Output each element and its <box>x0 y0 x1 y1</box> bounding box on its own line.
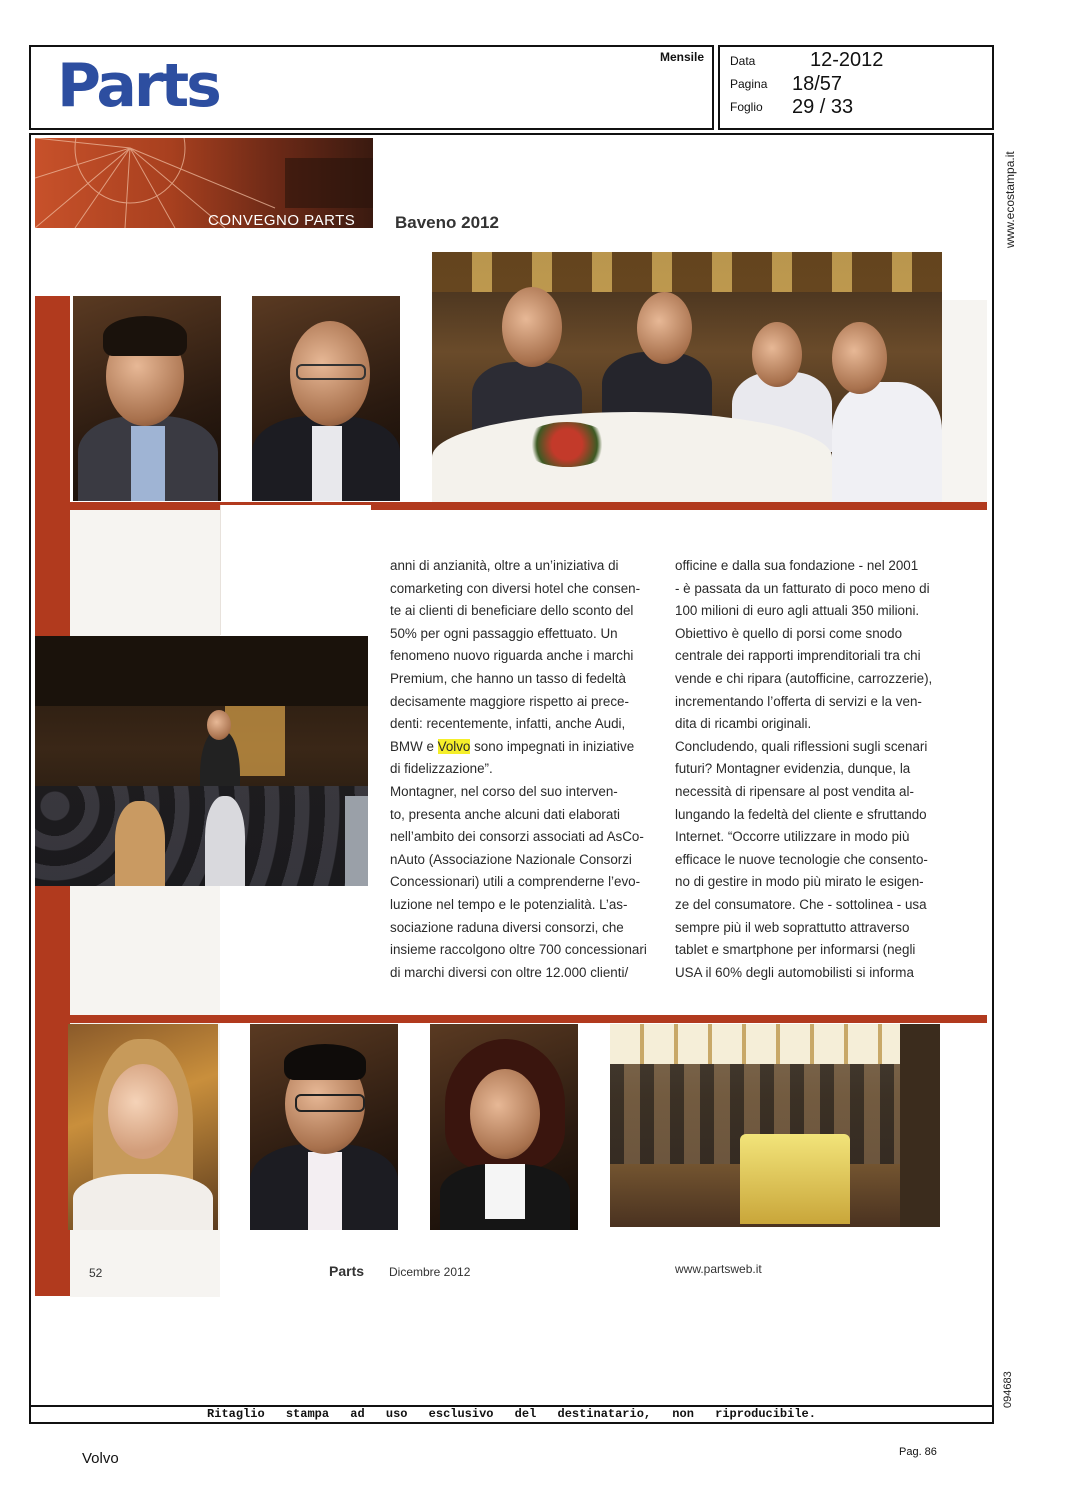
col1-line-18: insieme raccolgono oltre 700 concessionari <box>390 942 647 958</box>
col2-line-16: ze del consumatore. Che - sottolinea - usa <box>675 896 927 912</box>
side-code: 094683 <box>1002 1371 1014 1408</box>
meta-date-value: 12-2012 <box>810 49 884 71</box>
col2-line-2: - è passata da un fatturato di poco meno di <box>675 580 930 596</box>
col2-line-1: officine e dalla sua fondazione - nel 2001 <box>675 558 919 573</box>
col2-line-12: lungando la fedeltà del cliente e sfruttando <box>675 806 927 822</box>
frequency-label: Mensile <box>660 50 705 64</box>
portrait-photo-2 <box>252 296 400 501</box>
disclaimer-text: Ritaglio stampa ad uso esclusivo del destinatario, non riproducibile. <box>207 1407 816 1421</box>
col2-line-7: incrementando l’offerta di servizi e la ven- <box>675 693 922 709</box>
portrait-photo-4 <box>250 1024 398 1230</box>
col2-line-5: centrale dei rapporti imprenditoriali tra chi <box>675 648 921 664</box>
portrait-photo-3 <box>68 1024 218 1230</box>
col2-line-13: Internet. “Occorre utilizzare in modo più <box>675 829 910 845</box>
col2-line-4: Obiettivo è quello di porsi come snodo <box>675 625 903 641</box>
col1-line-16: luzione nel tempo e le potenzialità. L’as- <box>390 896 628 912</box>
dinner-table-photo <box>432 252 942 502</box>
right-grey-panel <box>940 300 987 510</box>
col2-line-9: Concludendo, quali riflessioni sugli scenari <box>675 738 928 754</box>
col2-line-17: sempre più il web soprattutto attraverso <box>675 919 910 935</box>
buffet-hall-photo <box>610 1024 940 1227</box>
highlighted-keyword: Volvo <box>437 738 471 754</box>
col1-line-4: 50% per ogni passaggio effettuato. Un <box>390 625 618 641</box>
footer-url: www.partsweb.it <box>675 1262 762 1276</box>
col2-line-10: futuri? Montagner evidenzia, dunque, la <box>675 761 911 777</box>
section-subtitle: Baveno 2012 <box>395 213 499 232</box>
footer-issue: Dicembre 2012 <box>389 1265 471 1279</box>
publication-logo: Parts <box>57 51 219 121</box>
col2-line-15: no di gestire in modo più mirato le esigen- <box>675 874 924 890</box>
col1-line-14: nAuto (Associazione Nazionale Consorzi <box>390 851 632 867</box>
col1-line-9 <box>390 736 655 759</box>
col1-line-17: sociazione raduna diversi consorzi, che <box>390 919 624 935</box>
top-divider-bar <box>35 502 987 510</box>
col1-line-7: decisamente maggiore rispetto ai prece- <box>390 693 629 709</box>
portrait-photo-5 <box>430 1024 578 1230</box>
meta-date-label: Data <box>730 54 756 68</box>
col1-line-8: denti: recentemente, infatti, anche Audi, <box>390 716 626 732</box>
footer-logo: Parts <box>329 1263 365 1279</box>
middle-white-panel <box>220 505 371 635</box>
col1-line-9-head: BMW e <box>390 738 438 754</box>
col2-line-11: necessità di ripensare al post vendita al- <box>675 783 914 799</box>
meta-sheet-label: Foglio <box>730 100 763 114</box>
col2-line-6: vende e chi ripara (autofficine, carrozzerie), <box>675 670 933 686</box>
article-column-1 <box>390 555 655 984</box>
col2-line-14: efficace le nuove tecnologie che consento- <box>675 851 928 867</box>
col1-line-2: comarketing con diversi hotel che consen- <box>390 580 641 596</box>
col1-line-12: to, presenta anche alcuni dati elaborati <box>390 806 621 822</box>
col2-line-18: tablet e smartphone per informarsi (negli <box>675 942 916 958</box>
side-url: www.ecostampa.it <box>1003 151 1017 248</box>
col1-line-6: Premium, che hanno un tasso di fedeltà <box>390 670 626 686</box>
page-number: 52 <box>89 1266 103 1280</box>
col1-line-1: anni di anzianità, oltre a un’iniziativa di <box>390 558 619 573</box>
section-title: CONVEGNO PARTS <box>208 212 356 229</box>
col2-line-8: dita di ricambi originali. <box>675 716 812 732</box>
meta-page-value: 18/57 <box>792 73 843 95</box>
article-column-2 <box>675 555 940 984</box>
col1-line-15: Concessionari) utili a comprenderne l’evo- <box>390 874 641 890</box>
meta-page-label: Pagina <box>730 77 768 91</box>
col1-line-19: di marchi diversi con oltre 12.000 clienti/ <box>390 964 629 980</box>
col1-line-9-tail: sono impegnati in iniziative <box>470 738 635 754</box>
col1-line-13: nell’ambito dei consorzi associati ad AsCo- <box>390 829 644 845</box>
sheet-page-label: Pag. 86 <box>899 1446 937 1458</box>
portrait-photo-1 <box>73 296 221 501</box>
meta-sheet-value: 29 / 33 <box>792 96 854 118</box>
audience-photo <box>35 636 368 886</box>
bottom-divider-bar <box>35 1015 987 1023</box>
col1-line-3: te ai clienti di beneficiare dello sconto del <box>390 603 634 619</box>
col1-line-11: Montagner, nel corso del suo interven- <box>390 783 618 799</box>
col2-line-3: 100 milioni di euro agli attuali 350 milioni. <box>675 603 920 619</box>
keyword-label: Volvo <box>82 1450 119 1467</box>
col1-line-5: fenomeno nuovo riguarda anche i marchi <box>390 648 634 664</box>
col1-line-10: di fidelizzazione”. <box>390 761 493 777</box>
col2-line-19: USA il 60% degli automobilisti si informa <box>675 964 914 980</box>
